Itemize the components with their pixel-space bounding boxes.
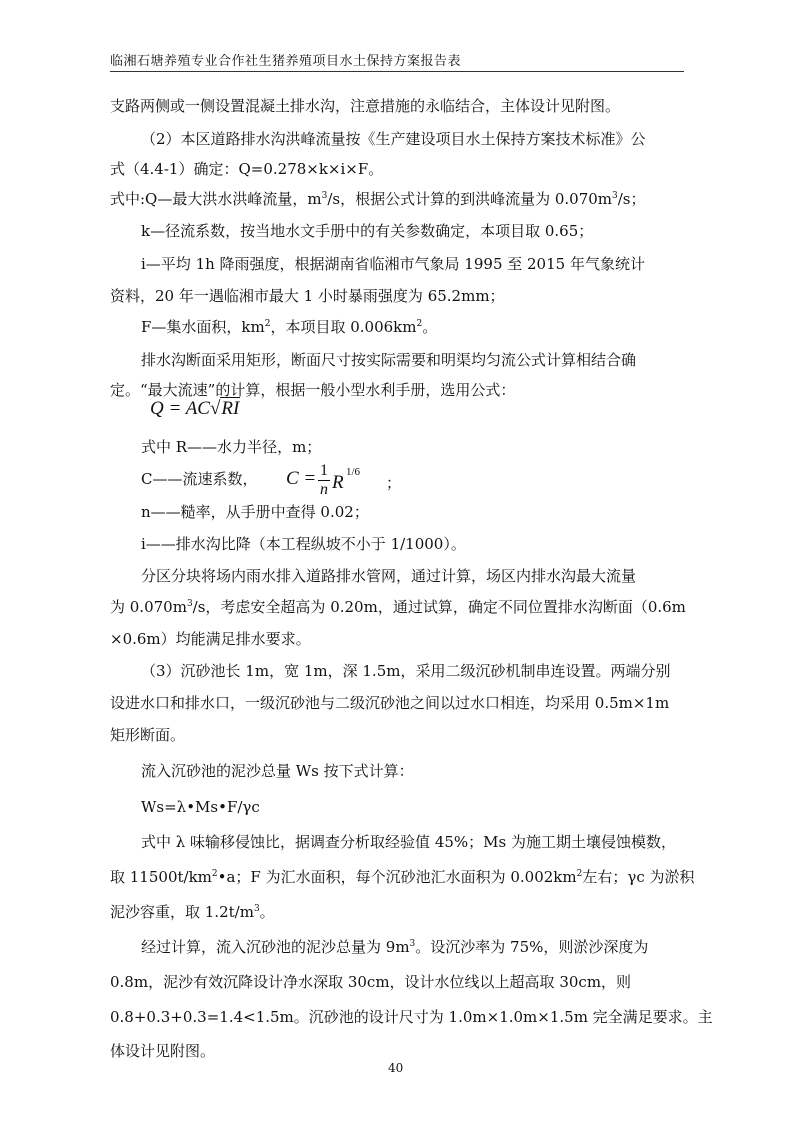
paragraph-line: 式中:Q—最大洪水洪峰流量，$m^3/s$，根据公式计算的到洪峰流量为 $0.070m^3/s$； [110,190,646,208]
formula-sediment: Ws=λ•Ms•F/γc [141,798,260,816]
paragraph-line: ×0.6m）均能满足排水要求。 [110,630,311,648]
formula-lhs: Q = AC [150,398,210,419]
paragraph-line: k—径流系数，按当地水文手册中的有关参数确定，本项目取 0.65； [141,222,594,240]
sqrt-icon: √ [209,398,221,419]
paragraph-line: n——糙率，从手册中查得 0.02； [141,503,369,521]
formula-separator: ； [386,476,402,492]
paragraph-line: 支路两侧或一侧设置混凝土排水沟，注意措施的永临结合，主体设计见附图。 [110,97,621,115]
paragraph-line: 排水沟断面采用矩形，断面尺寸按实际需要和明渠均匀流公式计算相结合确 [141,351,637,369]
formula-exponent: 1/6 [346,466,361,478]
fraction [318,462,330,499]
paragraph-line: 体设计见附图。 [110,1042,216,1060]
formula-radicand: RI [221,398,240,419]
formula-discharge [150,398,240,420]
paragraph-line: C——流速系数， [141,470,258,488]
page-number: 40 [388,1061,404,1075]
paragraph-line: 资料，20 年一遇临湘市最大 1 小时暴雨强度为 65.2mm； [110,287,505,305]
paragraph-line: F—集水面积，$km^2$，本项目取 $0.006km^2$。 [141,318,438,336]
paragraph-line: 式（4.4-1）确定：Q=0.278×k×i×F。 [110,160,384,178]
paragraph-line: 式中 R——水力半径，m； [141,438,322,456]
formula-base: R [332,472,344,493]
running-header: 临湘石塘养殖专业合作社生猪养殖项目水土保持方案报告表 [110,54,462,69]
paragraph-line: 分区分块将场内雨水排入道路排水管网，通过计算，场区内排水沟最大流量 [141,567,637,585]
paragraph-line: （3）沉砂池长 1m，宽 1m，深 1.5m，采用二级沉砂机制串连设置。两端分别 [141,662,671,680]
paragraph-line: 取 $11500t/km^2•a$；F 为汇水面积，每个沉砂池汇水面积为 $0.002km^2$左右；γc 为淤积 [110,868,695,886]
fraction-numerator: 1 [320,462,328,479]
paragraph-line: 经过计算，流入沉砂池的泥沙总量为 $9m^3$。设沉沙率为 75%，则淤沙深度为 [141,938,649,956]
sqrt-radical [210,398,240,420]
paragraph-line: i—平均 1h 降雨强度，根据湖南省临湘市气象局 1995 至 2015 年气象统计 [141,255,645,273]
header-rule [110,71,684,72]
fraction-denominator: n [320,481,328,498]
paragraph-line: i——排水沟比降（本工程纵坡不小于 1/1000）。 [141,535,466,553]
paragraph-line: 0.8+0.3+0.3=1.4<1.5m。沉砂池的设计尺寸为 1.0m×1.0m×1.5m 完全满足要求。主 [110,1008,713,1026]
paragraph-line: （2）本区道路排水沟洪峰流量按《生产建设项目水土保持方案技术标准》公 [141,130,646,148]
formula-lhs: C = [286,468,317,489]
paragraph-line: 式中 λ 味输移侵蚀比，据调查分析取经验值 45%；Ms 为施工期土壤侵蚀模数， [141,833,676,851]
paragraph-line: 泥沙容重，取 $1.2t/m^3$。 [110,903,275,921]
paragraph-line: 为 $0.070m^3/s$，考虑安全超高为 0.20m，通过试算，确定不同位置排水沟断面（0.6m [110,598,686,616]
paragraph-line: 矩形断面。 [110,726,186,744]
paragraph-line: 0.8m，泥沙有效沉降设计净水深取 30cm，设计水位线以上超高取 30cm，则 [110,973,632,991]
paragraph-line: 定。“最大流速”的计算，根据一般小型水利手册，选用公式： [110,381,516,399]
paragraph-line: 设进水口和排水口，一级沉砂池与二级沉砂池之间以过水口相连，均采用 0.5m×1m [110,694,670,712]
paragraph-line: 流入沉砂池的泥沙总量 Ws 按下式计算： [141,762,414,780]
